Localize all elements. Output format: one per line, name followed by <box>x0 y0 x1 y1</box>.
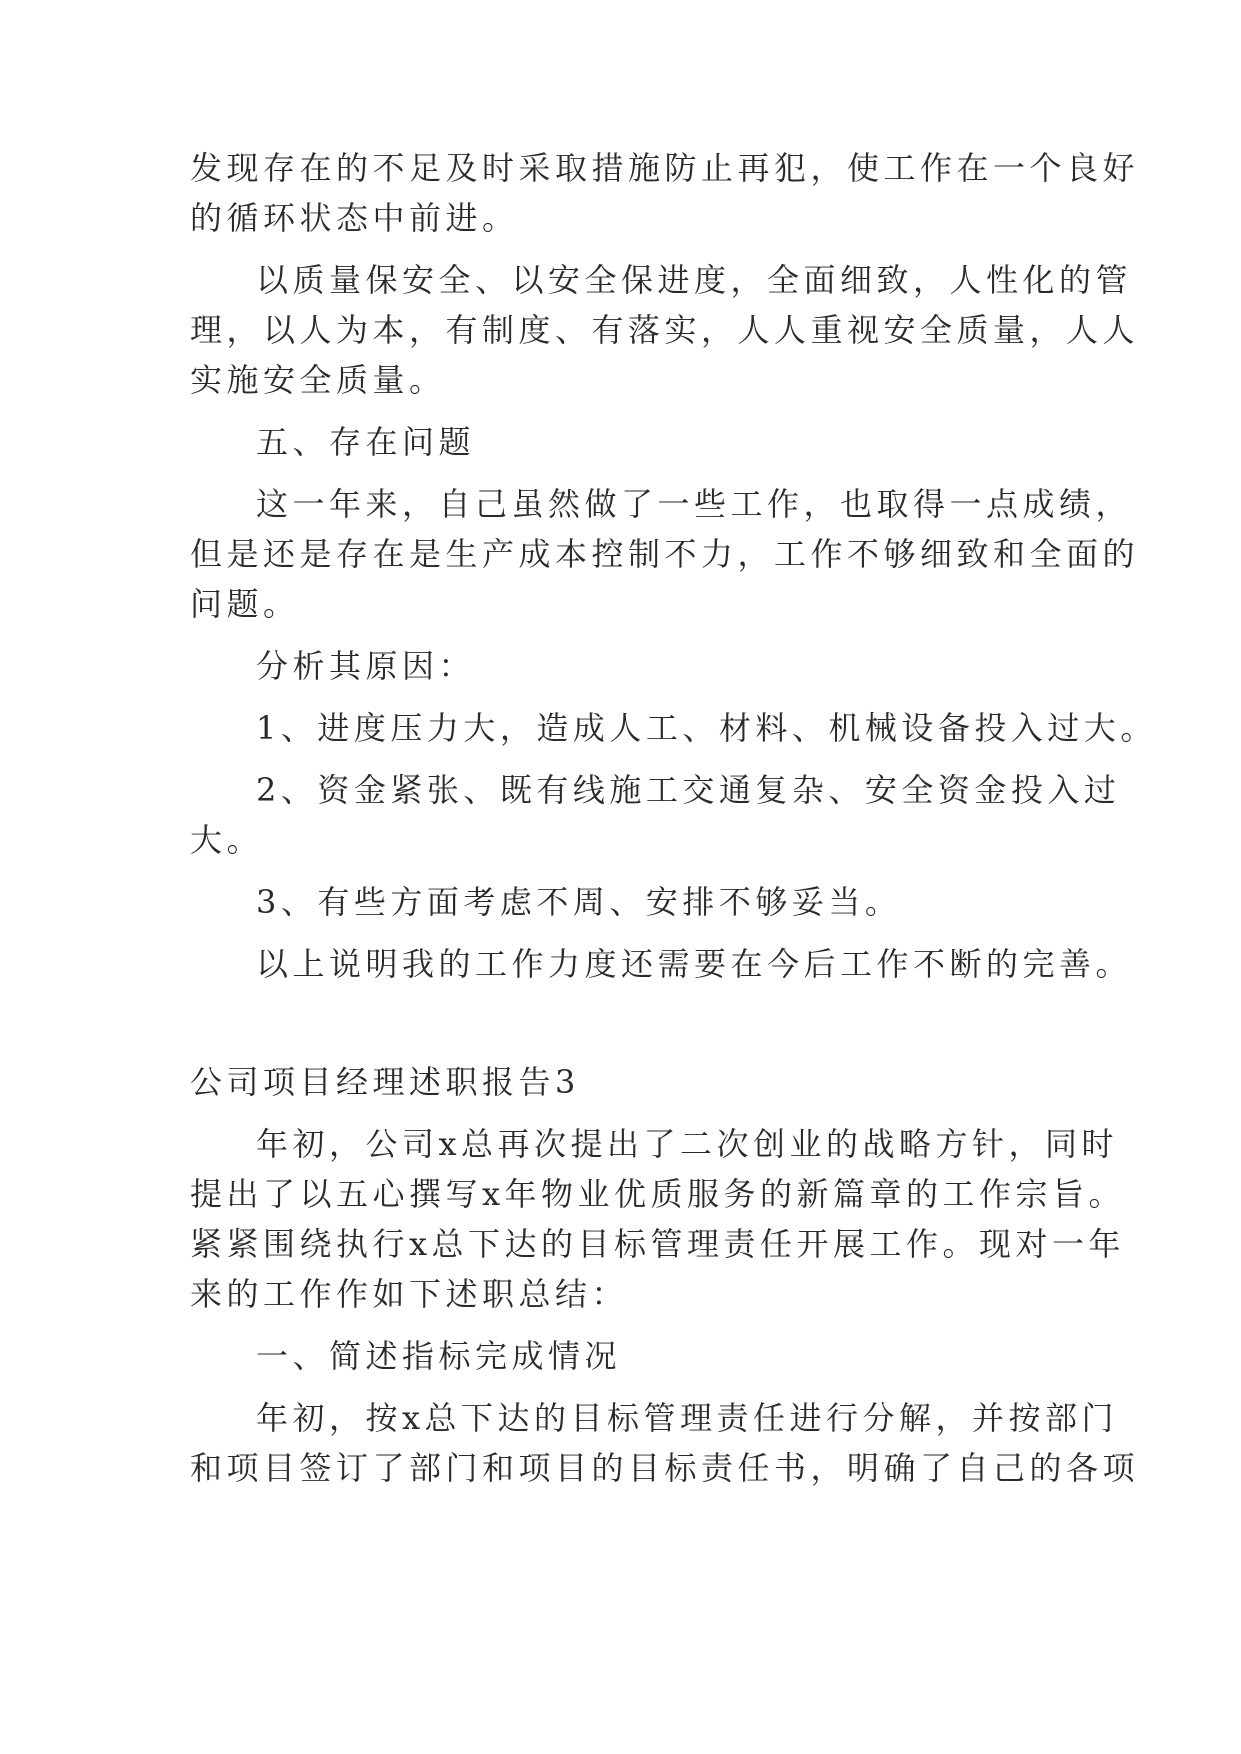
paragraph-line: 以质量保安全、以安全保进度，全面细致，人性化的管 <box>256 261 1133 299</box>
paragraph-line: 和项目签订了部门和项目的目标责任书，明确了自己的各项 <box>190 1449 1140 1487</box>
paragraph-line: 紧紧围绕执行x总下达的目标管理责任开展工作。现对一年 <box>190 1225 1126 1263</box>
paragraph-line: 来的工作作如下述职总结： <box>190 1275 629 1313</box>
paragraph-line: 的循环状态中前进。 <box>190 199 519 237</box>
list-item: 3、有些方面考虑不周、安排不够妥当。 <box>256 883 902 921</box>
report-title: 公司项目经理述职报告3 <box>190 1063 580 1101</box>
paragraph-line: 实施安全质量。 <box>190 361 446 399</box>
list-item: 2、资金紧张、既有线施工交通复杂、安全资金投入过 <box>256 771 1121 809</box>
paragraph-line: 理，以人为本，有制度、有落实，人人重视安全质量，人人 <box>190 311 1140 349</box>
paragraph-line: 以上说明我的工作力度还需要在今后工作不断的完善。 <box>256 945 1133 983</box>
section-heading: 一、简述指标完成情况 <box>256 1337 622 1375</box>
section-heading: 五、存在问题 <box>256 423 476 461</box>
paragraph-line: 问题。 <box>190 585 300 623</box>
list-item-continued: 大。 <box>190 821 264 859</box>
paragraph-line: 发现存在的不足及时采取措施防止再犯，使工作在一个良好 <box>190 149 1140 187</box>
paragraph-line: 这一年来，自己虽然做了一些工作，也取得一点成绩， <box>256 485 1133 523</box>
paragraph-line: 但是还是存在是生产成本控制不力，工作不够细致和全面的 <box>190 535 1140 573</box>
paragraph-line: 分析其原因： <box>256 647 476 685</box>
paragraph-line: 年初，按x总下达的目标管理责任进行分解，并按部门 <box>256 1399 1119 1437</box>
list-item: 1、进度压力大，造成人工、材料、机械设备投入过大。 <box>256 709 1157 747</box>
paragraph-line: 年初，公司x总再次提出了二次创业的战略方针，同时 <box>256 1125 1119 1163</box>
paragraph-line: 提出了以五心撰写x年物业优质服务的新篇章的工作宗旨。 <box>190 1175 1126 1213</box>
